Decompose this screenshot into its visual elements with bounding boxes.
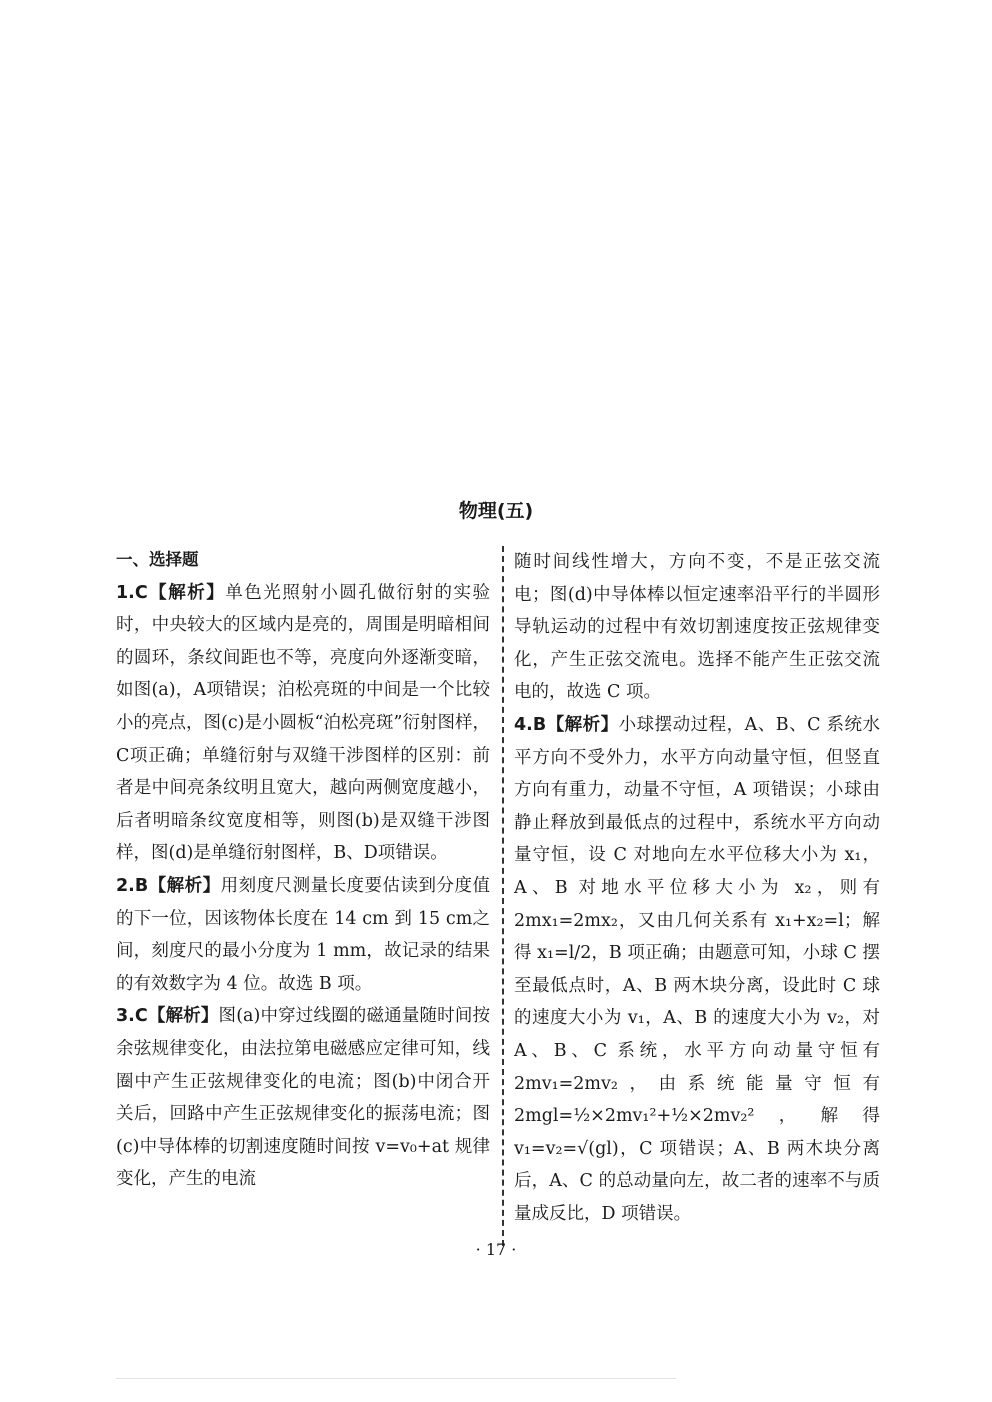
left-column <box>116 544 490 1196</box>
answer-item-1 <box>116 577 490 870</box>
answer-text: 随时间线性增大，方向不变，不是正弦交流电；图(d)中导体棒以恒定速率沿平行的半圆形导轨运动的过程中有效切割速度按正弦规律变化，产生正弦交流电。选择不能产生正弦交流电的，故选 C 项。 <box>514 552 880 703</box>
bottom-rule <box>116 1378 676 1379</box>
answer-text: 小球摆动过程，A、B、C 系统水平方向不受外力，水平方向动量守恒，但竖直方向有重力，动量不守恒，A 项错误；小球由静止释放到最低点的过程中，系统水平方向动量守恒，设 C 对地向左水平位移大小为 x₁，A、B 对地水平位移大小为 x₂，则有 2mx₁=2mx₂，又由几何关系有 x₁+x₂=l；解得 x₁=l/2，B 项正确；由题意可知，小球 C 摆至最低点时，A、B 两木块分离，设此时 C 球的速度大小为 v₁，A、B 的速度大小为 v₂，对 A、B、C 系统，水平方向动量守恒有 2mv₁=2mv₂，由系统能量守恒有 2mgl=½×2mv₁²+½×2mv₂²，解得 v₁=v₂=√(gl)，C 项错误；A、B 两木块分离后，A、C 的总动量向左，故二者的速率不与质量成反比，D 项错误。 <box>514 714 880 1224</box>
section-heading: 一、选择题 <box>116 550 199 569</box>
answer-lead: 3.C【解析】 <box>116 1006 219 1027</box>
answer-item-4 <box>514 709 880 1231</box>
answer-text: 用刻度尺测量长度要估读到分度值的下一位，因该物体长度在 14 cm 到 15 cm之间，刻度尺的最小分度为 1 mm，故记录的结果的有效数字为 4 位。故选 B 项。 <box>116 875 490 994</box>
answer-text: 图(a)中穿过线圈的磁通量随时间按余弦规律变化，由法拉第电磁感应定律可知，线圈中产生正弦规律变化的电流；图(b)中闭合开关后，回路中产生正弦规律变化的振荡电流；图(c)中导体棒的切割速度随时间按 v=v₀+at 规律变化，产生的电流 <box>116 1006 491 1190</box>
page-number: · 17 · <box>475 1240 517 1259</box>
answer-lead: 1.C【解析】 <box>116 582 226 603</box>
answer-text: 单色光照射小圆孔做衍射的实验时，中央较大的区域内是亮的，周围是明暗相间的圆环，条纹间距也不等，亮度向外逐渐变暗，如图(a)，A项错误；泊松亮斑的中间是一个比较小的亮点，图(c)是小圆板“泊松亮斑”衍射图样，C项正确；单缝衍射与双缝干涉图样的区别：前者是中间亮条纹明且宽大，越向两侧宽度越小，后者明暗条纹宽度相等，则图(b)是双缝干涉图样，图(d)是单缝衍射图样，B、D项错误。 <box>116 582 491 864</box>
answer-lead: 4.B【解析】 <box>514 714 619 735</box>
answer-item-3 <box>116 1000 490 1196</box>
page-title: 物理(五) <box>458 500 534 522</box>
right-column <box>514 546 880 1230</box>
answer-item-2 <box>116 870 490 1000</box>
column-divider <box>502 546 504 1246</box>
answer-lead: 2.B【解析】 <box>116 875 221 896</box>
answer-item-3-continued <box>514 546 880 709</box>
